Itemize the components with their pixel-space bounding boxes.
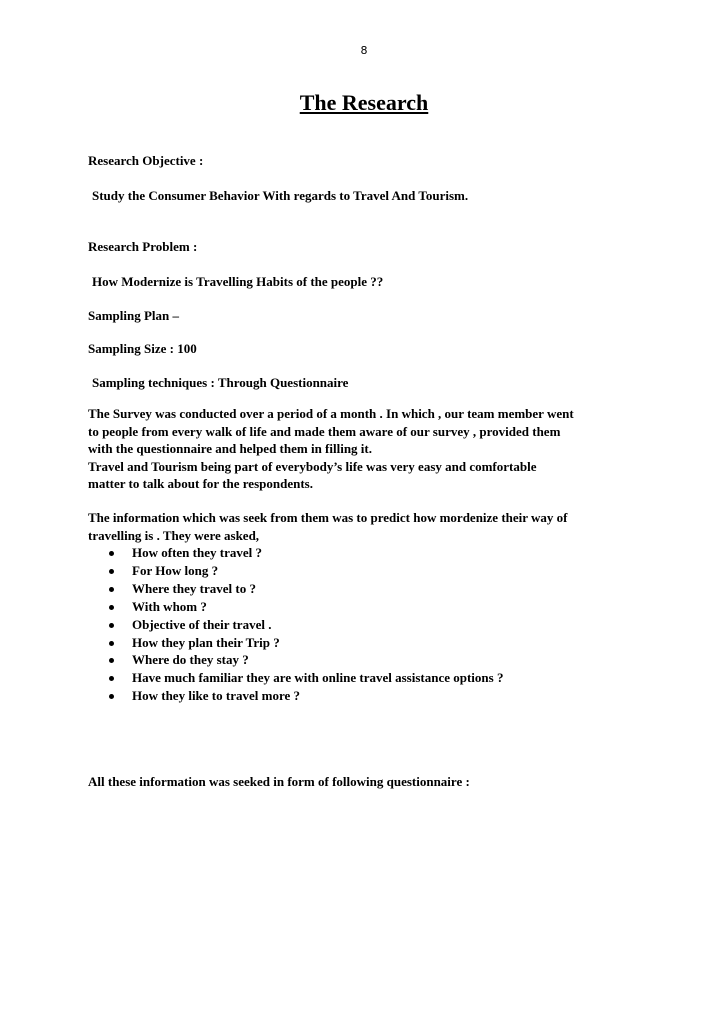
list-item: How they plan their Trip ? — [88, 634, 503, 652]
sampling-size: Sampling Size : 100 — [88, 341, 197, 356]
list-item: For How long ? — [88, 562, 503, 580]
survey-line: The Survey was conducted over a period of a month . In which , our team member went — [88, 406, 574, 421]
bullet-icon — [109, 587, 114, 592]
list-item: Where they travel to ? — [88, 580, 503, 598]
objective-heading: Research Objective : — [88, 153, 204, 168]
bullet-icon — [109, 551, 114, 556]
closing-text: All these information was seeked in form of following questionnaire : — [88, 774, 470, 789]
bullet-icon — [109, 694, 114, 699]
list-item: Have much familiar they are with online travel assistance options ? — [88, 669, 503, 687]
bullet-icon — [109, 569, 114, 574]
problem-heading: Research Problem : — [88, 239, 198, 254]
survey-line: to people from every walk of life and made them aware of our survey , provided them — [88, 423, 561, 439]
sampling-techniques: Sampling techniques : Through Questionnaire — [92, 375, 349, 390]
bullet-icon — [109, 605, 114, 610]
list-item: How they like to travel more ? — [88, 687, 503, 705]
info-line: travelling is . They were asked, — [88, 527, 260, 543]
info-line: The information which was seek from them was to predict how mordenize their way of — [88, 510, 568, 525]
survey-line: Travel and Tourism being part of everybody’s life was very easy and comfortable — [88, 458, 537, 474]
page-title: The Research — [299, 90, 429, 115]
bullet-icon — [109, 641, 114, 646]
sampling-plan: Sampling Plan – — [88, 308, 180, 323]
info-paragraph — [88, 509, 648, 544]
survey-line: matter to talk about for the respondents. — [88, 476, 313, 492]
problem-text: How Modernize is Travelling Habits of the people ?? — [92, 274, 384, 289]
list-item: Objective of their travel . — [88, 616, 503, 634]
bullet-icon — [109, 658, 114, 663]
survey-line: with the questionnaire and helped them in filling it. — [88, 441, 372, 457]
list-item: Where do they stay ? — [88, 651, 503, 669]
list-item: With whom ? — [88, 598, 503, 616]
bullet-icon — [109, 623, 114, 628]
survey-paragraph — [88, 405, 648, 493]
question-list — [88, 544, 503, 705]
page-number: 8 — [360, 44, 368, 57]
bullet-icon — [109, 676, 114, 681]
list-item: How often they travel ? — [88, 544, 503, 562]
objective-text: Study the Consumer Behavior With regards to Travel And Tourism. — [92, 188, 469, 203]
